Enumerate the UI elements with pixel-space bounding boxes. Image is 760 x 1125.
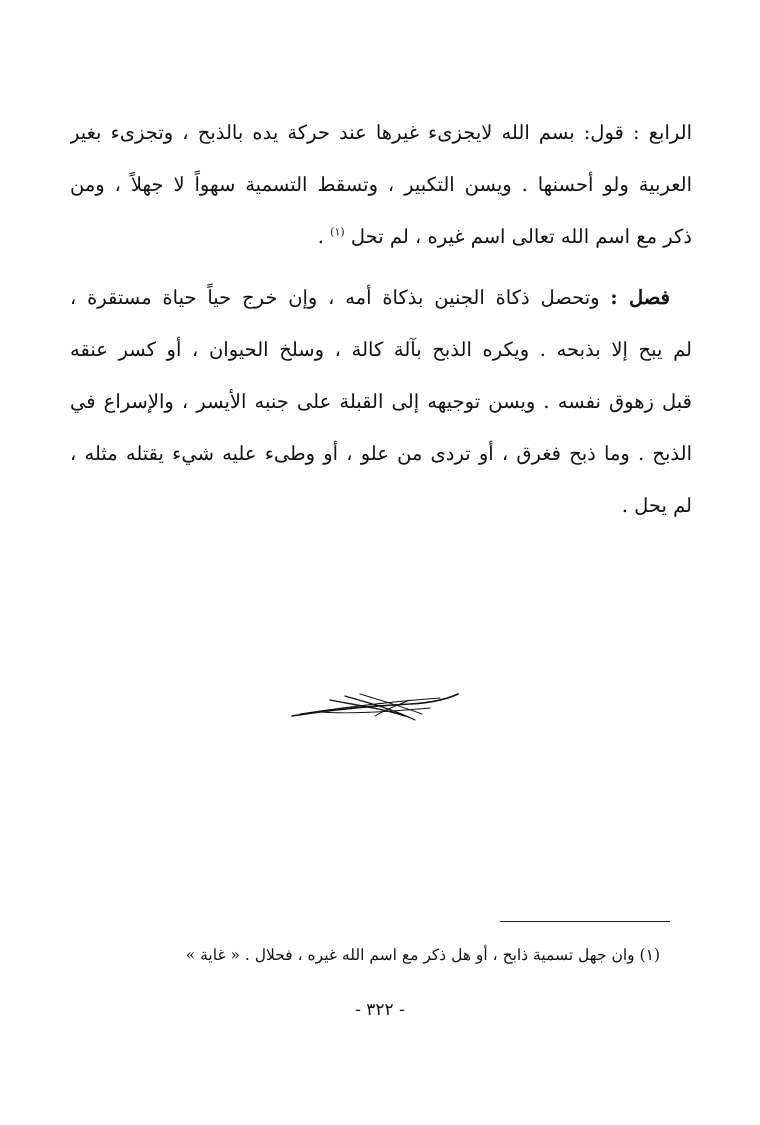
text-line: قبل زهوق نفسه . ويسن توجيهه إلى القبلة على جنبه الأيسر ، والإسراع في bbox=[70, 390, 692, 413]
footnote-reference[interactable]: (١) bbox=[330, 225, 345, 239]
page-number: - ٣٢٢ - bbox=[355, 1000, 405, 1020]
text-line bbox=[70, 211, 692, 263]
text-line bbox=[70, 272, 692, 324]
text-line: لم يبح إلا بذبحه . ويكره الذبح بآلة كالة ، وسلخ الحيوان ، أو كسر عنقه bbox=[70, 338, 692, 361]
decorative-flourish-icon bbox=[290, 686, 460, 726]
text-line: الذبح . وما ذبح فغرق ، أو تردى من علو ، أو وطىء عليه شيء يقتله مثله ، bbox=[70, 442, 692, 465]
text-line-content: وتحصل ذكاة الجنين بذكاة أمه ، وإن خرج حياً حياة مستقرة ، bbox=[70, 286, 600, 309]
text-line: لم يحل . bbox=[621, 494, 692, 517]
text-line: العربية ولو أحسنها . ويسن التكبير ، وتسقط التسمية سهواً لا جهلاً ، ومن bbox=[70, 173, 692, 196]
section-heading-word: فصل : bbox=[610, 286, 670, 309]
paragraph-1 bbox=[70, 107, 692, 263]
footnote: (١) وان جهل تسمية ذابح ، أو هل ذكر مع اسم الله غيره ، فحلال . « غاية » bbox=[185, 946, 660, 964]
text-line: الرابع : قول: بسم الله لايجزىء غيرها عند حركة يده بالذبح ، وتجزىء بغير bbox=[70, 121, 692, 144]
sentence-end-mark: . bbox=[317, 225, 324, 248]
text-line-content: ذكر مع اسم الله تعالى اسم غيره ، لم تحل bbox=[350, 225, 692, 248]
footnote-separator bbox=[500, 921, 670, 922]
paragraph-2 bbox=[70, 272, 692, 532]
